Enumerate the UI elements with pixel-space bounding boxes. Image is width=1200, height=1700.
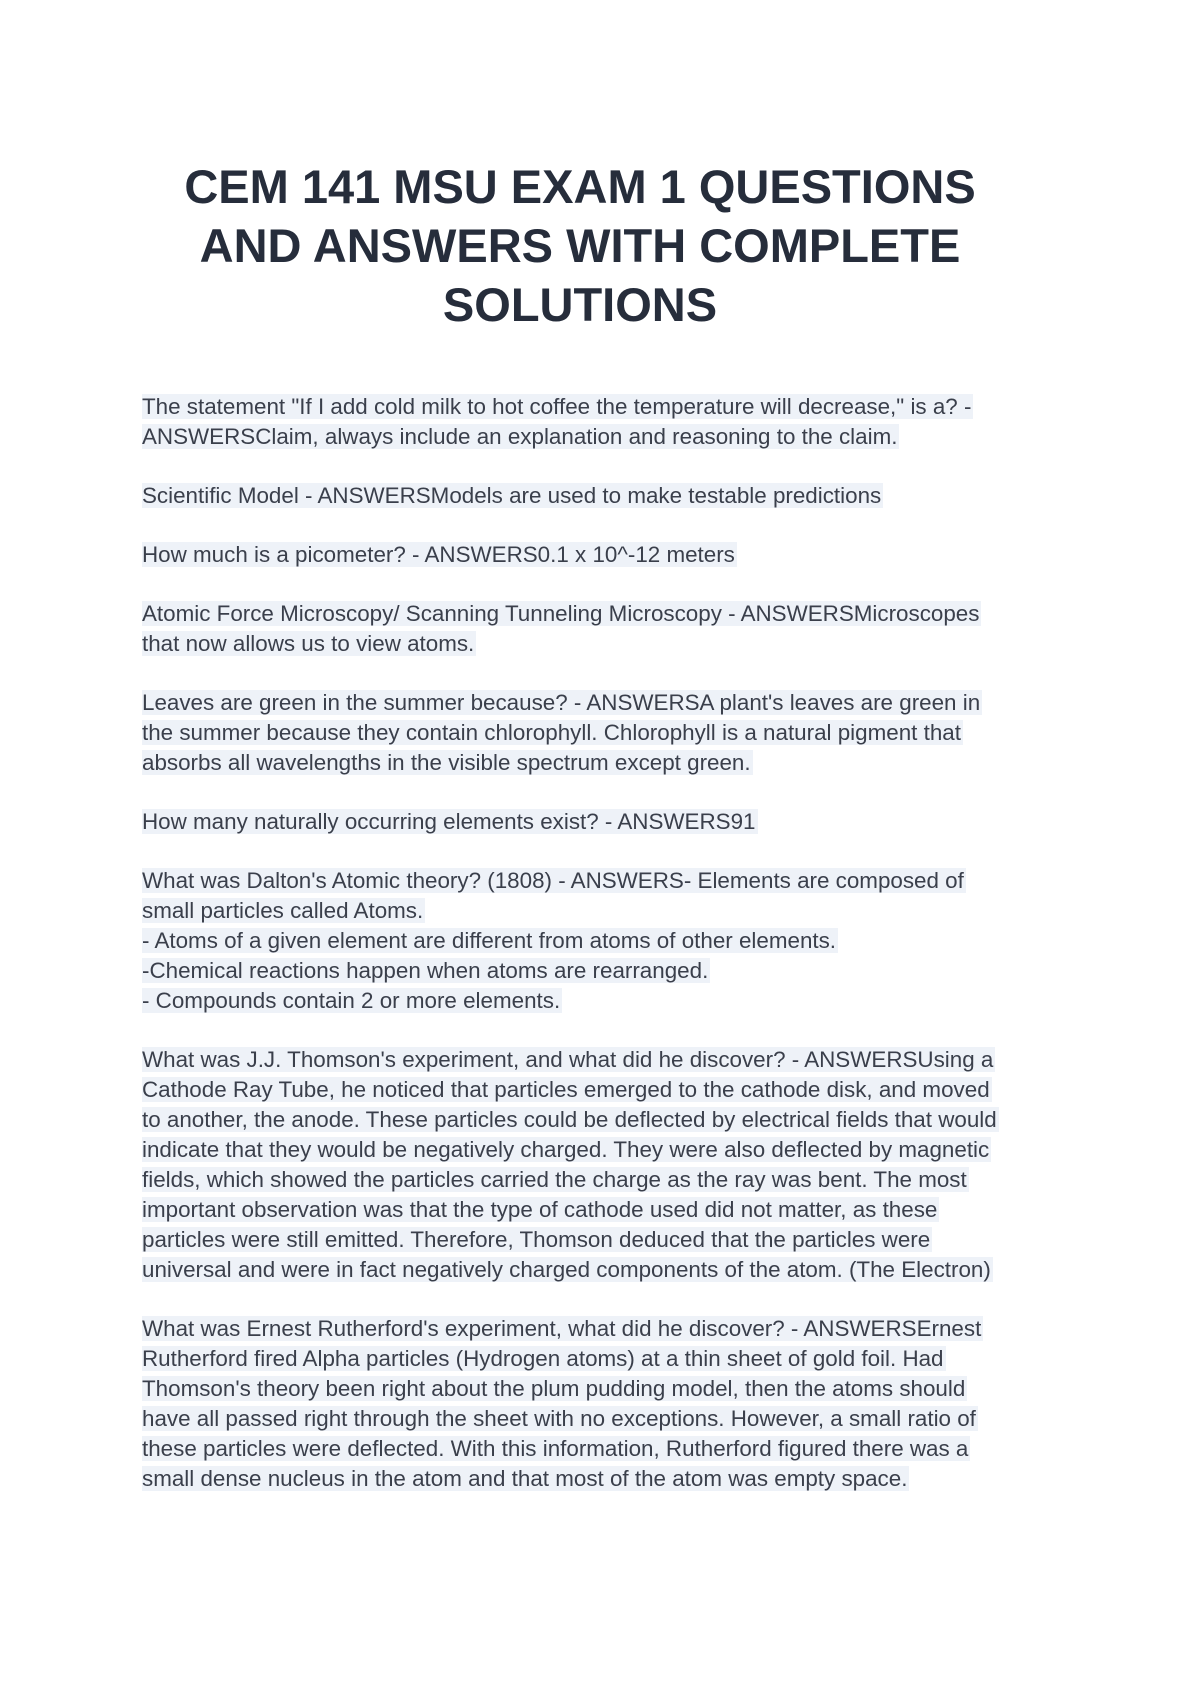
title-line: AND ANSWERS WITH COMPLETE [199, 219, 961, 272]
qa-entry-scientific-model [142, 481, 1052, 511]
qa-text-line: How many naturally occurring elements exist? - ANSWERS91 [142, 809, 756, 834]
qa-text-line: Thomson's theory been right about the plum pudding model, then the atoms should [142, 1376, 966, 1401]
title-line: SOLUTIONS [442, 278, 718, 331]
qa-text-line: Leaves are green in the summer because? - ANSWERSA plant's leaves are green in [142, 690, 981, 715]
qa-text-line: - Compounds contain 2 or more elements. [142, 988, 561, 1013]
qa-text-line: have all passed right through the sheet with no exceptions. However, a small ratio of [142, 1406, 976, 1431]
qa-text-line: Cathode Ray Tube, he noticed that particles emerged to the cathode disk, and moved [142, 1077, 990, 1102]
qa-entry-elements [142, 807, 1052, 837]
qa-list [142, 392, 1052, 1523]
qa-text-line: ANSWERSClaim, always include an explanation and reasoning to the claim. [142, 424, 898, 449]
qa-text-line: particles were still emitted. Therefore, Thomson deduced that the particles were [142, 1227, 931, 1252]
qa-text-line: What was J.J. Thomson's experiment, and what did he discover? - ANSWERSUsing a [142, 1047, 994, 1072]
qa-text-line: -Chemical reactions happen when atoms are rearranged. [142, 958, 709, 983]
qa-text-line: absorbs all wavelengths in the visible spectrum except green. [142, 750, 751, 775]
qa-entry-thomson [142, 1045, 1052, 1285]
qa-text-line: these particles were deflected. With this information, Rutherford figured there was a [142, 1436, 969, 1461]
qa-text-line: small particles called Atoms. [142, 898, 424, 923]
qa-text-line: important observation was that the type of cathode used did not matter, as these [142, 1197, 938, 1222]
qa-entry-leaves [142, 688, 1052, 778]
qa-text-line: that now allows us to view atoms. [142, 631, 475, 656]
qa-entry-picometer [142, 540, 1052, 570]
qa-text-line: What was Dalton's Atomic theory? (1808) - ANSWERS- Elements are composed of [142, 868, 964, 893]
qa-text-line: Rutherford fired Alpha particles (Hydrogen atoms) at a thin sheet of gold foil. Had [142, 1346, 944, 1371]
qa-text-line: The statement "If I add cold milk to hot coffee the temperature will decrease," is a? - [142, 394, 972, 419]
qa-text-line: small dense nucleus in the atom and that most of the atom was empty space. [142, 1466, 908, 1491]
qa-entry-claim [142, 392, 1052, 452]
title-line: CEM 141 MSU EXAM 1 QUESTIONS [184, 160, 976, 213]
qa-entry-rutherford [142, 1314, 1052, 1494]
qa-text-line: - Atoms of a given element are different from atoms of other elements. [142, 928, 837, 953]
qa-text-line: Scientific Model - ANSWERSModels are used to make testable predictions [142, 483, 882, 508]
qa-text-line: indicate that they would be negatively charged. They were also deflected by magnetic [142, 1137, 990, 1162]
qa-text-line: universal and were in fact negatively charged components of the atom. (The Electron) [142, 1257, 991, 1282]
document-title [150, 157, 1010, 334]
qa-text-line: fields, which showed the particles carried the charge as the ray was bent. The most [142, 1167, 967, 1192]
qa-text-line: to another, the anode. These particles could be deflected by electrical fields that would [142, 1107, 997, 1132]
qa-text-line: the summer because they contain chlorophyll. Chlorophyll is a natural pigment that [142, 720, 961, 745]
qa-text-line: Atomic Force Microscopy/ Scanning Tunneling Microscopy - ANSWERSMicroscopes [142, 601, 980, 626]
qa-text-line: How much is a picometer? - ANSWERS0.1 x 10^-12 meters [142, 542, 735, 567]
qa-entry-microscopy [142, 599, 1052, 659]
qa-entry-dalton [142, 866, 1052, 1016]
qa-text-line: What was Ernest Rutherford's experiment, what did he discover? - ANSWERSErnest [142, 1316, 982, 1341]
